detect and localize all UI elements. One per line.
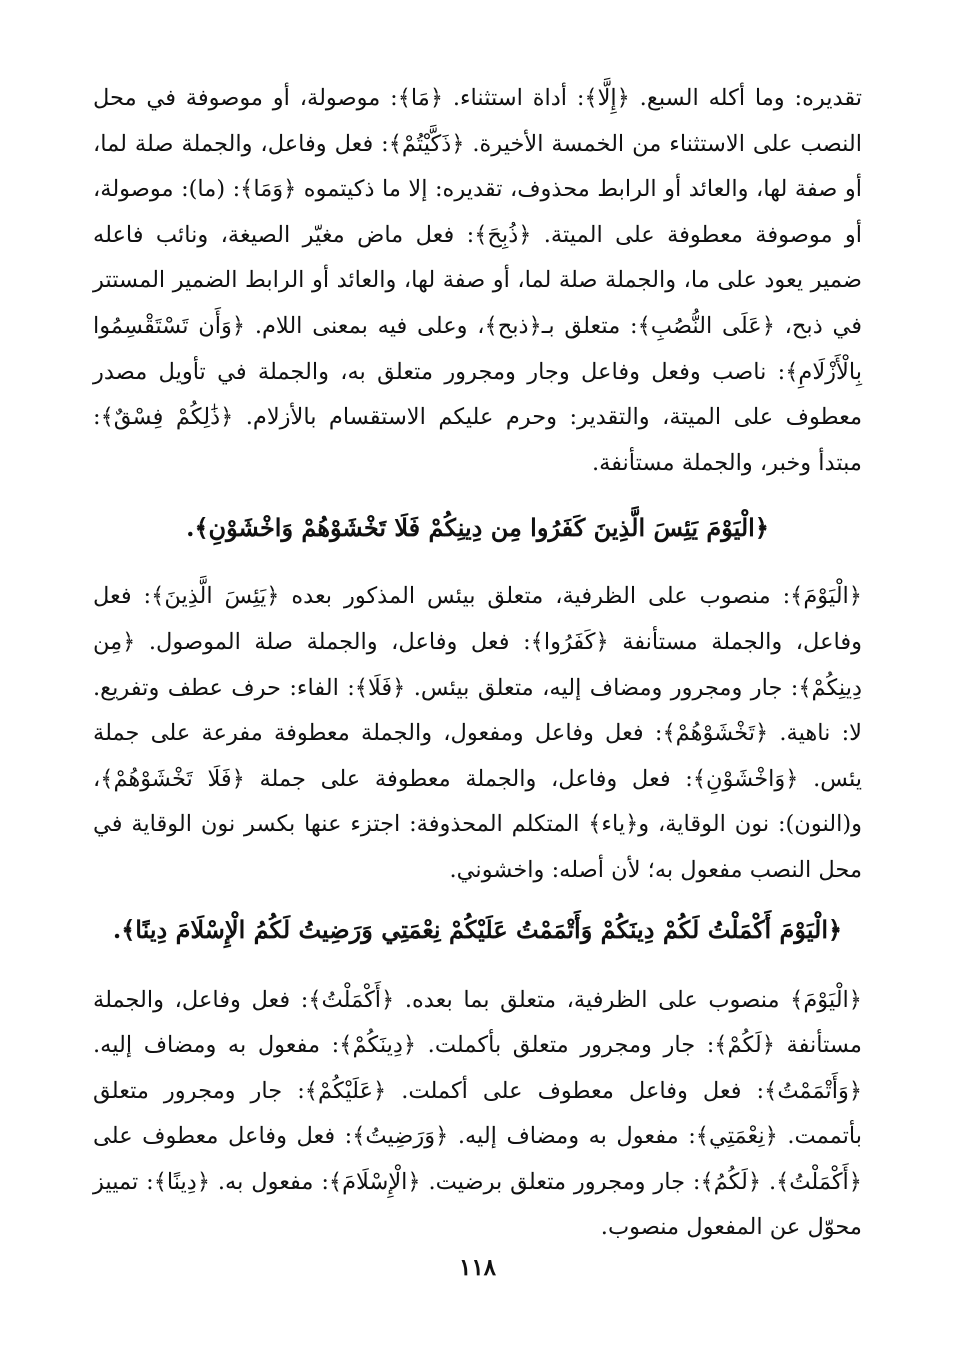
paragraph-third-analysis: ﴿الْيَوْمَ﴾ منصوب على الظرفية، متعلق بما بعده. ﴿أَكْمَلْتُ﴾: فعل وفاعل، والجملة مستأنفة ﴿لَكُمْ﴾: جار ومجرور متعلق بأكملت. ﴿دِينَكُمْ﴾: مفعول به ومضاف إليه. ﴿وَأَتْمَمْتُ﴾: فعل وفاعل معطوف على أكملت. ﴿عَلَيْكُمْ﴾: جار ومجرور متعلق بأتممت. ﴿نِعْمَتِي﴾: مفعول به ومضاف إليه. ﴿وَرَضِيتُ﴾: فعل وفاعل معطوف على ﴿أَكْمَلْتُ﴾. ﴿لَكُمُ﴾: جار ومجرور متعلق برضيت. ﴿الْإِسْلَامَ﴾: مفعول به. ﴿دِينًا﴾: تمييز محوّل عن المفعول منصوب. bbox=[93, 986, 862, 1241]
quran-verse-first: ﴿الْيَوْمَ يَئِسَ الَّذِينَ كَفَرُوا مِن دِينِكُمْ فَلَا تَخْشَوْهُمْ وَاخْشَوْنِ﴾. bbox=[186, 513, 769, 543]
paragraph-second-analysis: ﴿الْيَوْمَ﴾: منصوب على الظرفية، متعلق بيئس المذكور بعده ﴿يَئِسَ الَّذِينَ﴾: فعل وفاعل، والجملة مستأنفة ﴿كَفَرُوا﴾: فعل وفاعل، والجملة صلة الموصول. ﴿مِن دِينِكُمْ﴾: جار ومجرور ومضاف إليه، متعلق بيئس. ﴿فَلَا﴾: الفاء: حرف عطف وتفريع. لا: ناهية. ﴿تَخْشَوْهُمْ﴾: فعل وفاعل ومفعول، والجملة معطوفة مفرعة على جملة يئس. ﴿وَاخْشَوْنِ﴾: فعل وفاعل، والجملة معطوفة على جملة ﴿فَلَا تَخْشَوْهُمْ﴾، و(النون): نون الوقاية، و﴿ياء﴾ المتكلم المحذوفة: اجتزء عنها بكسر نون الوقاية في محل النصب مفعول به؛ لأن أصله: واخشوني. bbox=[93, 583, 862, 883]
paragraph-first-analysis: تقديره: وما أكله السبع. ﴿إِلَّا﴾: أداة استثناء. ﴿مَا﴾: موصولة، أو موصوفة في محل النصب على الاستثناء من الخمسة الأخيرة. ﴿ذَكَّيْتُمْ﴾: فعل وفاعل، والجملة صلة لما، أو صفة لها، والعائد أو الرابط محذوف، تقديره: إلا ما ذكيتموه ﴿وَمَا﴾: (ما): موصولة، أو موصوفة معطوفة على الميتة. ﴿ذُبِحَ﴾: فعل ماض مغيّر الصيغة، ونائب فاعله ضمير يعود على ما، والجملة صلة لما، أو صفة لها، والعائد أو الرابط الضمير المستتر في ذبح، ﴿عَلَى النُّصُبِ﴾: متعلق بـ﴿ذبح﴾، وعلى فيه بمعنى اللام. ﴿وَأَن تَسْتَقْسِمُوا بِالْأَزْلَامِ﴾: ناصب وفعل وفاعل وجار ومجرور متعلق به، والجملة في تأويل مصدر معطوف على الميتة، والتقدير: وحرم عليكم الاستقسام بالأزلام. ﴿ذَٰلِكُمْ فِسْقٌ﴾: مبتدأ وخبر، والجملة مستأنفة. bbox=[93, 85, 862, 476]
page-number: ١١٨ bbox=[458, 1254, 497, 1281]
quran-verse-second: ﴿الْيَوْمَ أَكْمَلْتُ لَكُمْ دِينَكُمْ وَأَتْمَمْتُ عَلَيْكُمْ نِعْمَتِي وَرَضِيتُ لَكُمُ الْإِسْلَامَ دِينًا﴾. bbox=[112, 914, 843, 944]
